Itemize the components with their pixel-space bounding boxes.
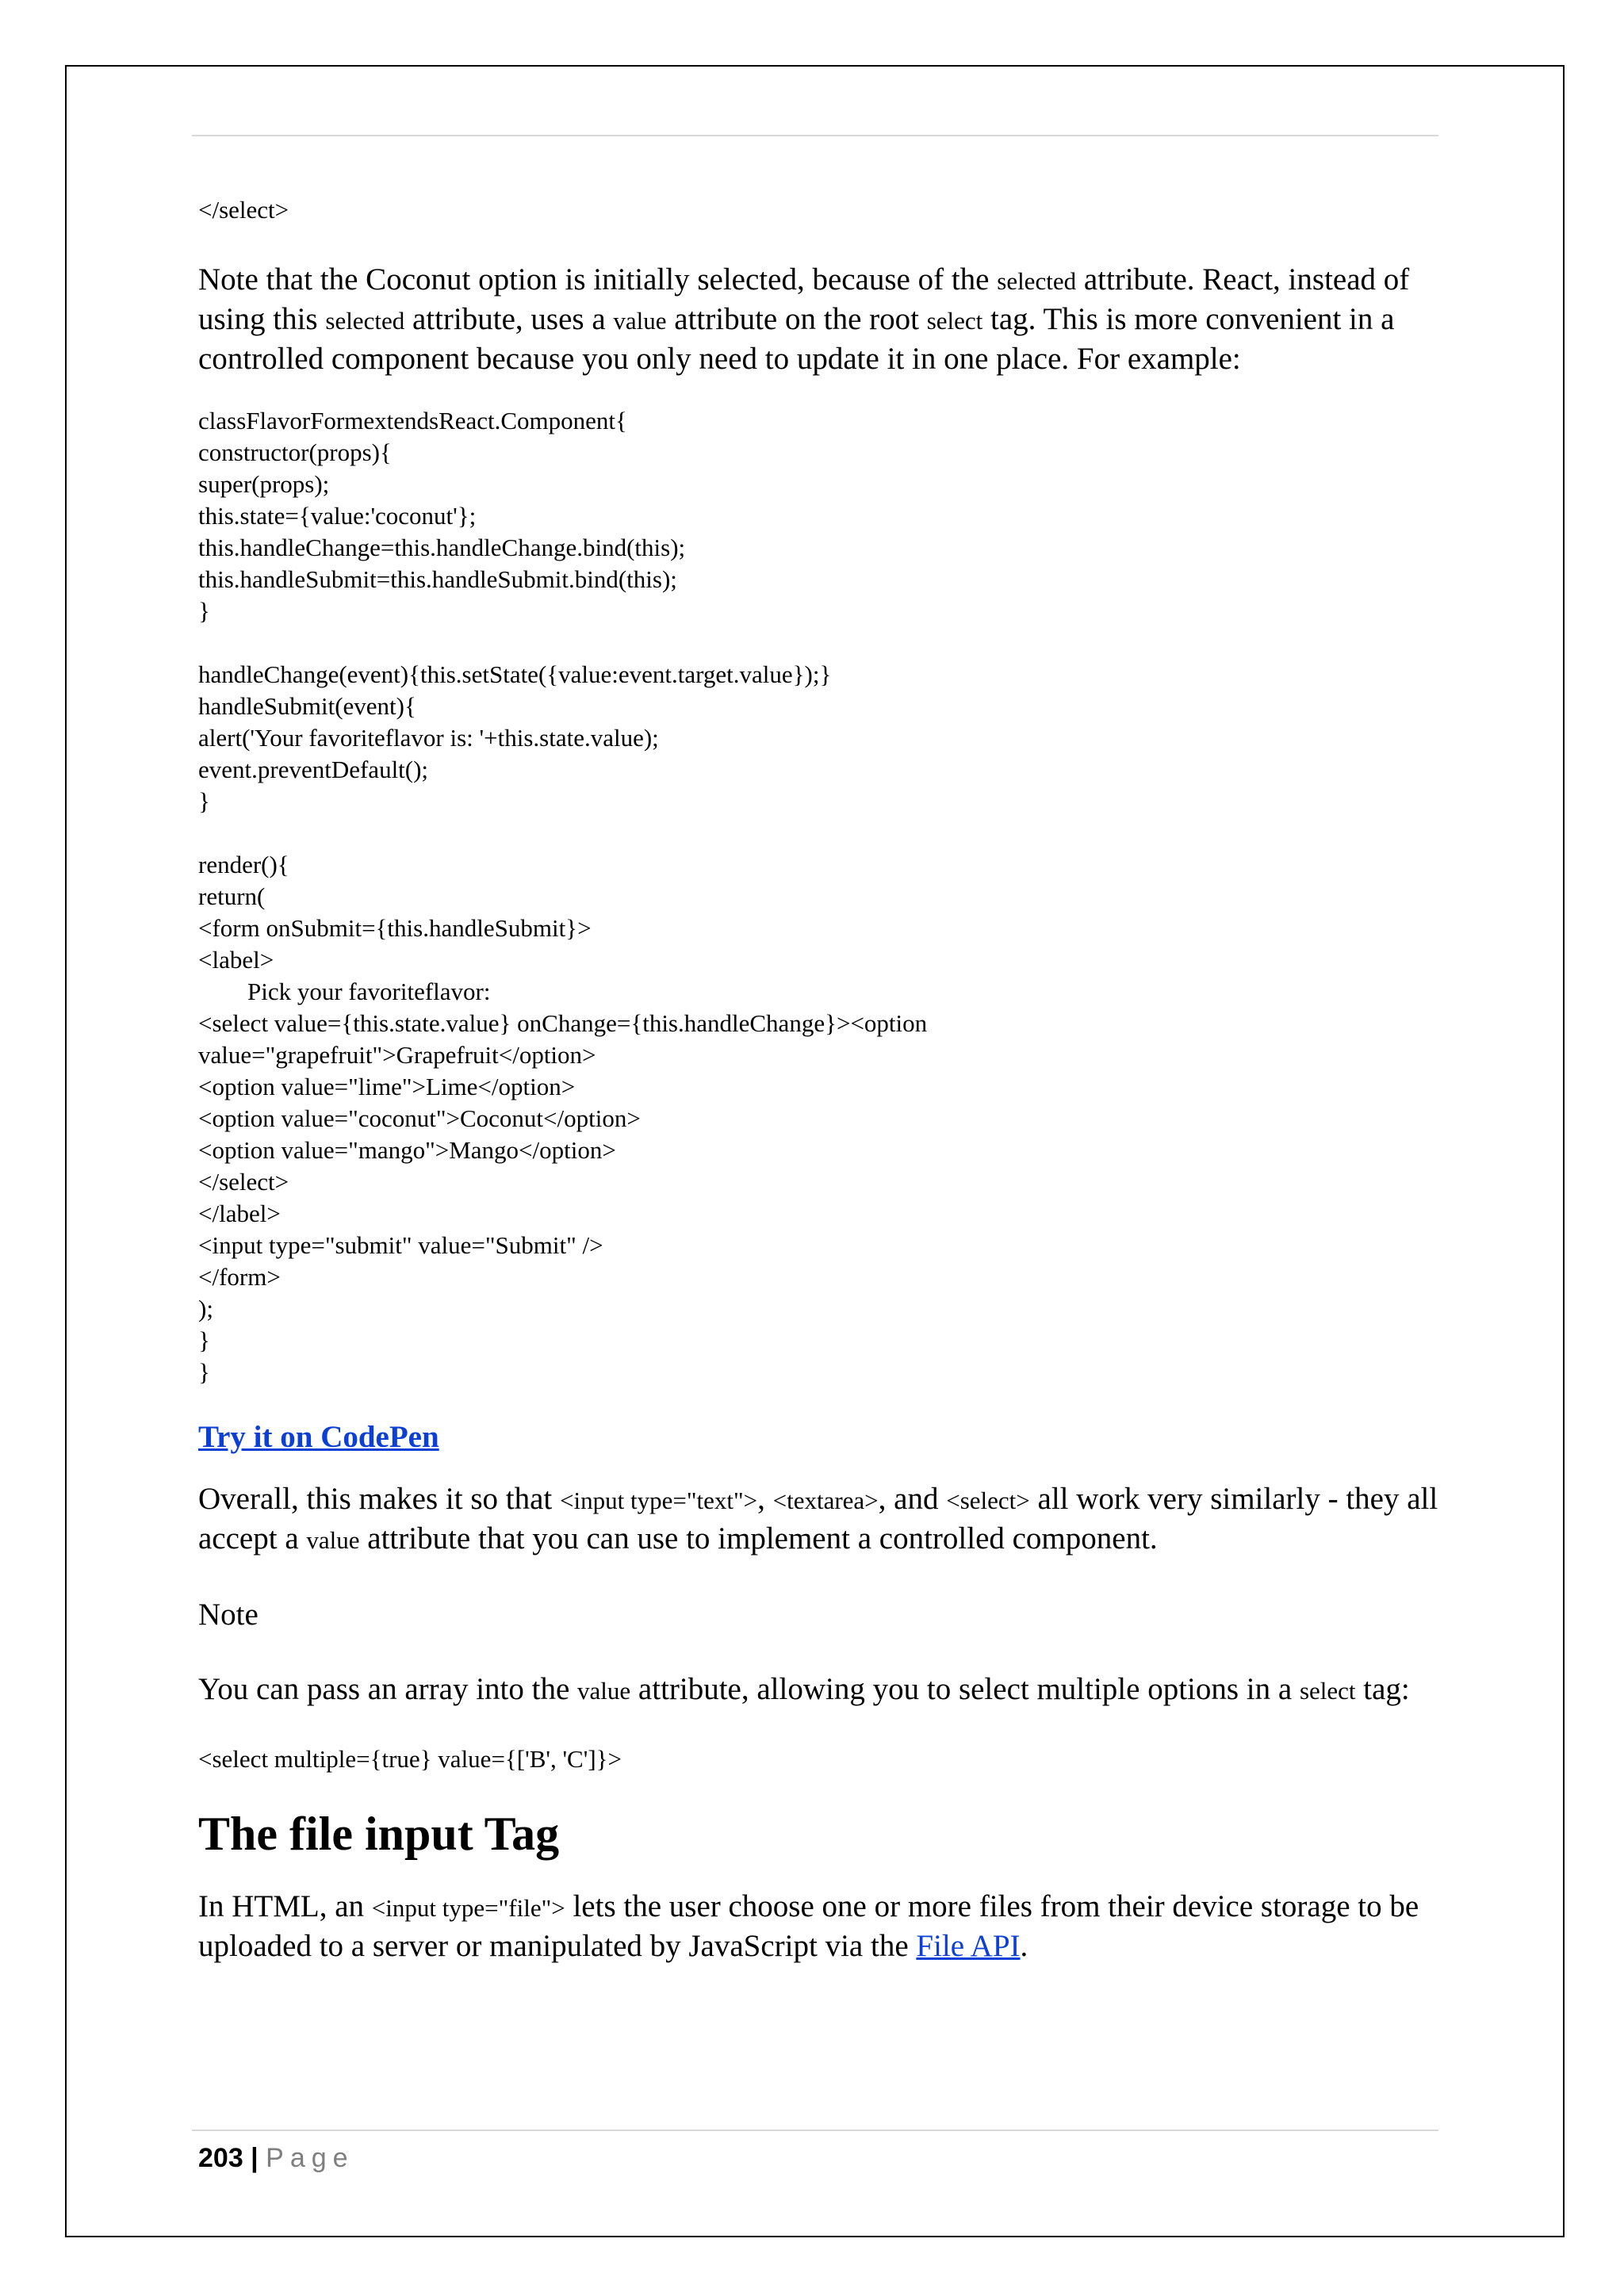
code-line: classFlavorFormextendsReact.Component{ (198, 407, 627, 434)
text-span: Note that the Coconut option is initially selected, because of the (198, 262, 998, 297)
code-line: constructor(props){ (198, 438, 392, 466)
code-line: value="grapefruit">Grapefruit</option> (198, 1041, 596, 1069)
inline-code: <input type="text"> (560, 1487, 758, 1514)
page-footer (198, 2141, 354, 2175)
code-line: return( (198, 882, 266, 910)
code-line: event.preventDefault(); (198, 756, 429, 783)
inline-code: selected (325, 307, 405, 335)
text-span: , and (878, 1482, 947, 1516)
code-line (198, 817, 1439, 849)
code-line: ); (198, 1295, 213, 1322)
inline-code: select (926, 307, 983, 335)
text-span: Overall, this makes it so that (198, 1482, 561, 1516)
code-line: <option value="lime">Lime</option> (198, 1073, 576, 1100)
text-span: attribute. React, instead of using this (198, 262, 1410, 336)
flavor-form-code-block (198, 405, 1439, 1388)
text-span: , (757, 1482, 773, 1516)
paragraph-overall (198, 1480, 1439, 1559)
text-span: You can pass an array into the (198, 1672, 578, 1706)
footer-rule (192, 2130, 1438, 2131)
code-line: <option value="mango">Mango</option> (198, 1136, 616, 1164)
code-line: this.state={value:'coconut'}; (198, 502, 477, 530)
text-span: attribute that you can use to implement a controlled component. (359, 1521, 1158, 1556)
section-heading: The file input Tag (198, 1808, 560, 1860)
inline-code: <input type="file"> (371, 1894, 565, 1922)
code-line: alert('Your favoriteflavor is: '+this.state.value); (198, 724, 659, 752)
text-span: attribute on the root (666, 302, 927, 336)
paragraph-file-input (198, 1888, 1439, 1965)
page-word: Page (266, 2143, 354, 2173)
inline-code: <select> (946, 1487, 1030, 1514)
code-line: <form onSubmit={this.handleSubmit}> (198, 914, 592, 942)
code-line: <label> (198, 946, 274, 974)
code-line: this.handleSubmit=this.handleSubmit.bind(this); (198, 565, 677, 593)
code-line: render(){ (198, 851, 289, 878)
inline-code: <textarea> (772, 1487, 879, 1514)
code-line (198, 627, 1439, 659)
inline-code: selected (997, 267, 1077, 295)
code-line: <input type="submit" value="Submit" /> (198, 1231, 603, 1259)
paragraph-selected-attribute (198, 261, 1439, 378)
text-span: In HTML, an (198, 1889, 372, 1923)
codepen-link-wrapper (198, 1418, 1439, 1456)
paragraph-array-value (198, 1670, 1439, 1710)
code-line: } (198, 1358, 210, 1386)
inline-code: value (577, 1677, 631, 1705)
code-line: super(props); (198, 470, 330, 498)
text-span: tag. This is more convenient in a controlled component because you only need to update it in one place. For example: (198, 302, 1395, 376)
code-line: Pick your favoriteflavor: (198, 978, 491, 1005)
text-span: attribute, allowing you to select multiple options in a (630, 1672, 1300, 1706)
inline-code: value (613, 307, 667, 335)
text-span: attribute, uses a (404, 302, 614, 336)
page-content (198, 194, 1439, 1965)
page-separator: | (243, 2143, 266, 2173)
text-span: . (1020, 1929, 1028, 1963)
code-line: } (198, 597, 210, 625)
text-span: tag: (1355, 1672, 1410, 1706)
code-line: handleSubmit(event){ (198, 692, 416, 720)
text-span: all work very similarly - they all accept a (198, 1482, 1438, 1556)
multi-select-code: <select multiple={true} value={['B', 'C']}> (198, 1745, 622, 1773)
code-line: </form> (198, 1263, 281, 1291)
closing-select-code: </select> (198, 196, 289, 224)
code-line: </label> (198, 1200, 281, 1227)
code-line: <select value={this.state.value} onChange={this.handleChange}><option (198, 1009, 928, 1037)
inline-code: select (1299, 1677, 1356, 1705)
header-rule (192, 135, 1438, 136)
inline-code: value (306, 1526, 360, 1554)
code-line: <option value="coconut">Coconut</option> (198, 1104, 641, 1132)
note-label: Note (198, 1598, 259, 1632)
code-line: } (198, 1326, 210, 1354)
code-line: } (198, 787, 210, 815)
code-line: this.handleChange=this.handleChange.bind(this); (198, 534, 686, 561)
text-span: lets the user choose one or more files from their device storage to be uploaded to a server or manipulated by JavaScript via the (198, 1889, 1419, 1963)
try-it-on-codepen-link[interactable]: Try it on CodePen (198, 1420, 439, 1454)
code-line: handleChange(event){this.setState({value:event.target.value});} (198, 660, 832, 688)
file-api-link[interactable]: File API (916, 1929, 1021, 1963)
code-line: </select> (198, 1168, 289, 1196)
page-number: 203 (198, 2143, 243, 2173)
